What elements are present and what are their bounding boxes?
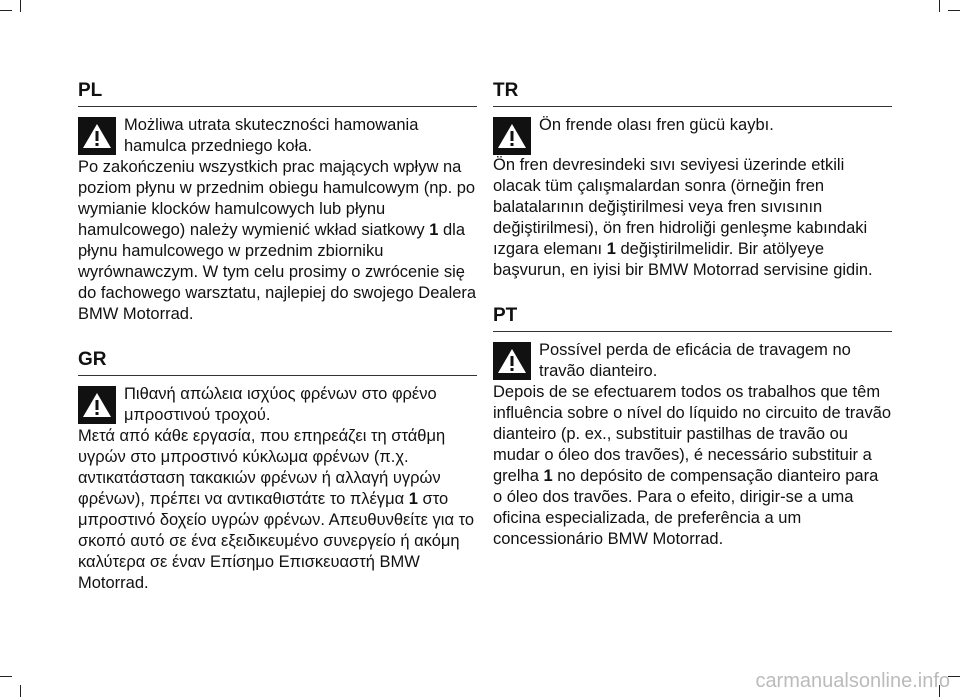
section-gr [78,349,477,594]
warning-triangle-icon [493,117,531,155]
watermark: carmanualsonline.info [755,670,950,692]
right-column [493,80,892,550]
item-reference: 1 [543,467,553,485]
body-text-part: στο μπροστινό δοχείο υγρών φρένων. Απευθυνθείτε για το σκοπό αυτό σε ένα εξειδικευμένο συνεργείο ή ακόμη καλύτερα σε έναν Επίσημο Επισκευαστή BMW Motorrad. [78,490,475,592]
warning-row-pt [493,340,892,382]
item-reference: 1 [429,221,439,239]
section-heading-tr: TR [493,80,892,107]
warning-triangle-icon [493,342,531,380]
section-pl [78,80,477,325]
body-text-pl [78,157,477,325]
crop-mark [20,0,21,12]
section-tr [493,80,892,281]
item-reference: 1 [606,240,616,258]
warning-row-tr [493,115,892,155]
warning-triangle-icon [78,386,116,424]
body-text-part: Po zakończeniu wszystkich prac mających wpływ na poziom płynu w przednim obiegu hamulcowym (np. po wymianie klocków hamulcowych lub płynu hamulcowego) należy wymienić wkład siatkowy [78,158,476,239]
crop-mark [0,10,12,11]
section-heading-gr: GR [78,349,477,376]
crop-mark [20,685,21,697]
section-heading-pt: PT [493,305,892,332]
warning-row-pl [78,115,477,157]
body-text-part: no depósito de compensação dianteiro para o óleo dos travões. Para o efeito, dirigir-se a uma oficina especializada, de preferência a um concessionário BMW Motorrad. [493,467,879,548]
warning-title-tr: Ön frende olası fren gücü kaybı. [539,116,774,134]
crop-mark [948,10,960,11]
crop-mark [939,0,940,12]
body-text-tr [493,155,892,281]
body-text-part: Μετά από κάθε εργασία, που επηρεάζει τη στάθμη υγρών στο μπροστινό κύκλωμα φρένων (π.χ. αντικατάσταση τακακιών φρένων ή αλλαγή υγρών φρένων), πρέπει να αντικαθιστάτε το πλέγμα [78,427,446,508]
warning-title-pl: Możliwa utrata skuteczności hamowania hamulca przedniego koła. [124,116,419,155]
warning-title-pt: Possível perda de eficácia de travagem no travão dianteiro. [539,341,851,380]
section-pt [493,305,892,550]
crop-mark [0,676,12,677]
warning-row-gr [78,384,477,426]
body-text-part: Depois de se efectuarem todos os trabalhos que têm influência sobre o nível do líquido no circuito de travão dianteiro (p. ex., substituir pastilhas de travão ou mudar o óleo dos travões), é necessário substituir a grelha [493,383,892,485]
item-reference: 1 [408,490,418,508]
warning-title-gr: Πιθανή απώλεια ισχύος φρένων στο φρένο μπροστινού τροχού. [124,385,437,424]
body-text-part: Ön fren devresindeki sıvı seviyesi üzerinde etkili olacak tüm çalışmalardan sonra (örneğin fren balatalarının değiştirilmesi veya fren sıvısının değiştirilmesi), ön fren hidroliği genleşme kabındaki ızgara elemanı [493,156,868,258]
body-text-part: değiştirilmelidir. Bir atölyeye başvurun, en iyisi bir BMW Motorrad servisine gidin. [493,240,873,279]
section-heading-pl: PL [78,80,477,107]
warning-triangle-icon [78,117,116,155]
body-text-part: dla płynu hamulcowego w przednim zbiorniku wyrównawczym. W tym celu prosimy o zwrócenie się do fachowego warsztatu, najlepiej do swojego Dealera BMW Motorrad. [78,221,477,323]
body-text-gr [78,426,477,594]
left-column [78,80,477,594]
body-text-pt [493,382,892,550]
